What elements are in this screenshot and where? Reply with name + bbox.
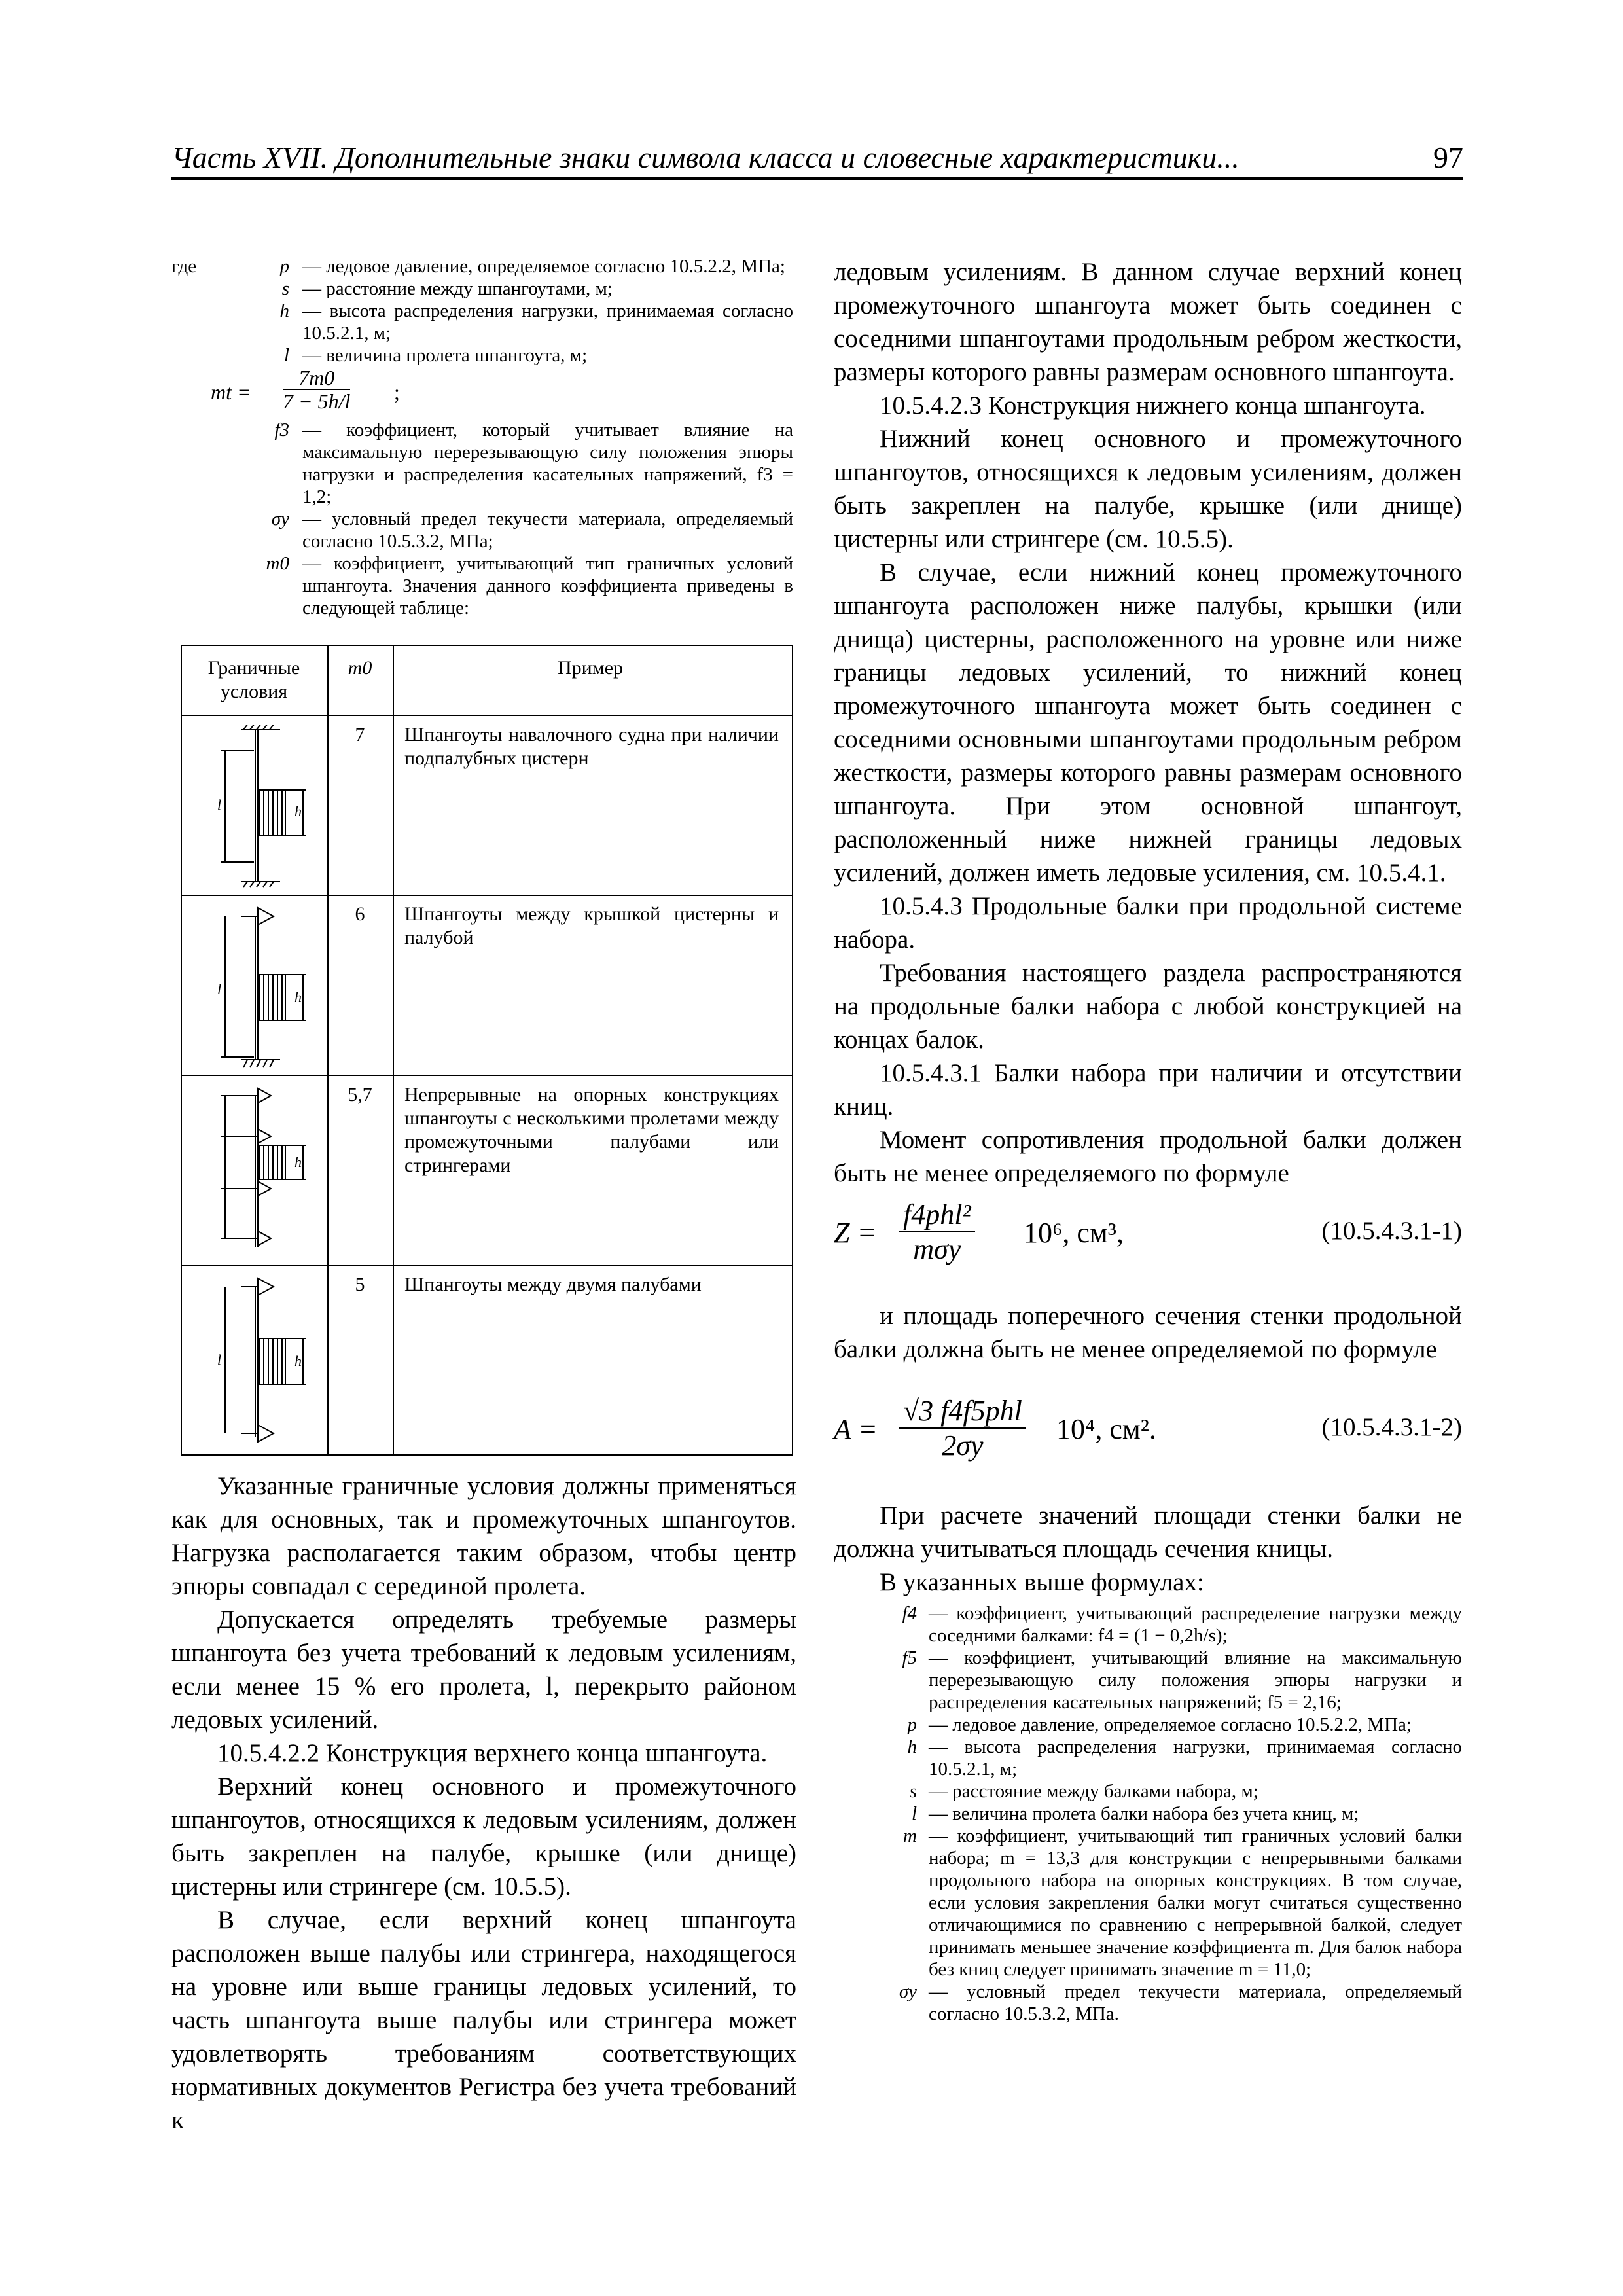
paragraph: Допускается определять требуемые размеры шпангоута без учета требований к ледовым усилениям, если менее 15 % его пролета, l, перекрыто районом ледовых усилений. [171,1605,796,1734]
formula-mt [171,367,793,419]
running-header [171,140,1463,179]
def-text: — коэффициент, учитывающий тип граничных условий шпангоута. Значения данного коэффициента приведены в следующей таблице: [302,553,793,619]
row-example: Шпангоуты навалочного судна при наличии подпалубных цистерн [404,724,779,769]
def-text: — расстояние между шпангоутами, м; [302,278,613,299]
def-symbol: σy [899,1981,917,2002]
def-text: — величина пролета шпангоута, м; [302,345,588,366]
diagram-row-2 [215,903,319,1073]
def-text: — коэффициент, учитывающий распределение нагрузки между соседними балками: f4 = (1 − 0,2h/s); [929,1603,1462,1646]
section-heading: 10.5.4.2.3 Конструкция нижнего конца шпангоута. [880,391,1426,420]
paragraph: В случае, если верхний конец шпангоута расположен выше палубы или стрингера, находящегося на уровне или выше границы ледовых усилений, то часть шпангоута выше палубы или стрингера может удовлетворять требованиям соответствующих нормативных документов Регистра без учета требований к [171,1906,796,2134]
def-text: — ледовое давление, определяемое согласно 10.5.2.2, МПа; [929,1714,1412,1735]
formula-lhs: A = [834,1413,878,1445]
def-symbol: f5 [902,1647,917,1668]
row-example: Шпангоуты между двумя палубами [404,1274,702,1295]
formula-tail: 10⁶, см³, [1024,1217,1124,1249]
diagram-label-l: l [217,1352,222,1368]
section-heading: 10.5.4.2.2 Конструкция верхнего конца шпангоута. [217,1739,768,1767]
formula-tail: 10⁴, см². [1056,1413,1156,1445]
left-definitions [171,255,793,619]
mt-denominator: 7 − 5h/l [283,389,351,413]
row-m0: 5,7 [348,1084,372,1105]
def-text: — коэффициент, который учитывает влияние на максимальную перерезывающую силу положения эпюры нагрузки и распределения касательных напряжений, f3 = 1,2; [302,420,793,507]
diagram-label-l: l [217,797,222,813]
paragraph: и площадь поперечного сечения стенки продольной балки должна быть не менее определяемой по формуле [834,1302,1462,1363]
mt-numerator: 7m0 [283,367,350,390]
right-body [834,255,1462,1190]
formula-denominator: mσy [913,1233,961,1265]
def-text: — коэффициент, учитывающий тип граничных условий балки набора; m = 13,3 для конструкции с непрерывными балками продольного набора на опорных конструкциях. В том случае, если условия закрепления балки могут считаться существенно отличающимися по сравнению с непрерывной балкой, следует принимать меньшее значение коэффициента m. Для балок набора без книц следует принимать значение m = 11,0; [929,1825,1462,1980]
mt-fraction [283,367,350,412]
formula-ref: (10.5.4.3.1-1) [1321,1217,1462,1245]
diagram-row-3 [215,1083,319,1260]
def-symbol: l [911,1803,917,1824]
section-heading: 10.5.4.3 Продольные балки при продольной системе набора. [834,892,1462,954]
def-symbol: h [907,1736,917,1757]
formula-a [834,1394,1462,1466]
def-text: — высота распределения нагрузки, принимаемая согласно 10.5.2.1, м; [929,1736,1462,1780]
defs-intro: где [171,256,197,277]
paragraph: В случае, если нижний конец промежуточного шпангоута расположен ниже палубы, крышки (или днища) цистерны, расположенного на уровне или ниже границы ледовых усилений, то нижний конец промежуточного шпангоута может быть соединен с соседними основными шпангоутами продольным ребром жесткости, размеры которого равны размерам основного шпангоута. При этом основной шпангоут, расположенный ниже нижней границы ледовых усилений, должен иметь ледовые усиления, см. 10.5.4.1. [834,558,1462,887]
row-m0: 6 [355,903,365,925]
left-body [171,1469,796,2137]
header-rule [171,177,1463,180]
paragraph: Указанные граничные условия должны применяться как для основных, так и промежуточных шпангоутов. Нагрузка располагается таким образом, чтобы центр эпюры совпадал с серединой пролета. [171,1472,796,1600]
def-text: — условный предел текучести материала, определяемый согласно 10.5.3.2, МПа; [302,509,793,552]
formula-fraction [899,1198,975,1266]
def-symbol: p [907,1714,917,1735]
row-m0: 5 [355,1274,365,1295]
def-symbol: h [279,300,289,321]
def-text: — высота распределения нагрузки, принимаемая согласно 10.5.2.1, м; [302,300,793,344]
def-symbol: f3 [274,420,289,440]
diagram-label-h: h [294,803,302,819]
def-symbol: l [283,345,289,366]
def-symbol: s [281,278,289,299]
header-title: Часть XVII. Дополнительные знаки символа класса и словесные характеристики... [171,141,1240,174]
formula-fraction [899,1394,1026,1462]
diagram-label-h: h [294,1353,302,1369]
diagram-label-h: h [294,1154,302,1170]
def-text: — условный предел текучести материала, определяемый согласно 10.5.3.2, МПа. [929,1981,1462,2024]
row-example: Непрерывные на опорных конструкциях шпангоуты с несколькими пролетами между промежуточными палубами или стрингерами [404,1084,779,1176]
def-text: — коэффициент, учитывающий влияние на максимальную перерезывающую силу положения эпюры нагрузки и распределения касательных напряжений; f5 = 2,16; [929,1647,1462,1713]
paragraph: ледовым усилениям. В данном случае верхний конец промежуточного шпангоута может быть соединен с соседними шпангоутами продольным ребром жесткости, размеры которого равны размерам основного шпангоута. [834,258,1462,386]
section-heading: 10.5.4.3.1 Балки набора при наличии и отсутствии книц. [834,1059,1462,1121]
right-after [834,1499,1462,1599]
def-symbol: f4 [902,1603,917,1624]
def-symbol: m0 [266,553,289,574]
formula-numerator: f4phl² [899,1198,975,1232]
mt-tail: ; [394,380,400,404]
def-text: — величина пролета балки набора без учета книц, м; [929,1803,1359,1824]
paragraph: Нижний конец основного и промежуточного шпангоутов, относящихся к ледовым усилениям, должен быть закреплен на палубе, крышке (или днище) цистерны или стрингере (см. 10.5.5). [834,425,1462,553]
diagram-label-h: h [294,989,302,1005]
paragraph: При расчете значений площади стенки балки не должна учитываться площадь сечения кницы. [834,1501,1462,1563]
th-example: Пример [557,657,624,679]
def-text: — расстояние между балками набора, м; [929,1781,1258,1802]
right-mid [834,1299,1462,1366]
formula-denominator: 2σy [942,1429,984,1462]
paragraph: Момент сопротивления продольной балки должен быть не менее определяемого по формуле [834,1126,1462,1187]
paragraph: Верхний конец основного и промежуточного шпангоутов, относящихся к ледовым усилениям, должен быть закреплен на палубе, крышке (или днище) цистерны или стрингере (см. 10.5.5). [171,1772,796,1901]
def-symbol: s [909,1781,917,1802]
row-example: Шпангоуты между крышкой цистерны и палубой [404,903,779,948]
defs-intro: В указанных выше формулах: [880,1568,1204,1596]
row-m0: 7 [355,724,365,745]
th-m0: m0 [348,657,372,679]
formula-numerator: √3 f4f5phl [899,1394,1026,1429]
diagram-row-4 [215,1273,319,1450]
paragraph: Требования настоящего раздела распространяются на продольные балки набора с любой конструкцией на концах балок. [834,959,1462,1054]
page-number: 97 [1433,141,1463,174]
diagram-label-l: l [217,981,222,997]
formula-z [834,1198,1462,1270]
formula-lhs: Z = [834,1217,877,1249]
def-symbol: σy [271,509,289,529]
right-definitions [834,1602,1462,2025]
def-symbol: p [279,256,289,277]
diagram-row-1 [215,725,313,888]
def-symbol: m [903,1825,917,1846]
formula-ref: (10.5.4.3.1-2) [1321,1413,1462,1441]
th-boundary: Граничные условия [207,657,300,702]
mt-lhs: mt = [211,380,251,404]
boundary-conditions-table [181,645,793,1456]
def-text: — ледовое давление, определяемое согласно 10.5.2.2, МПа; [302,256,785,277]
